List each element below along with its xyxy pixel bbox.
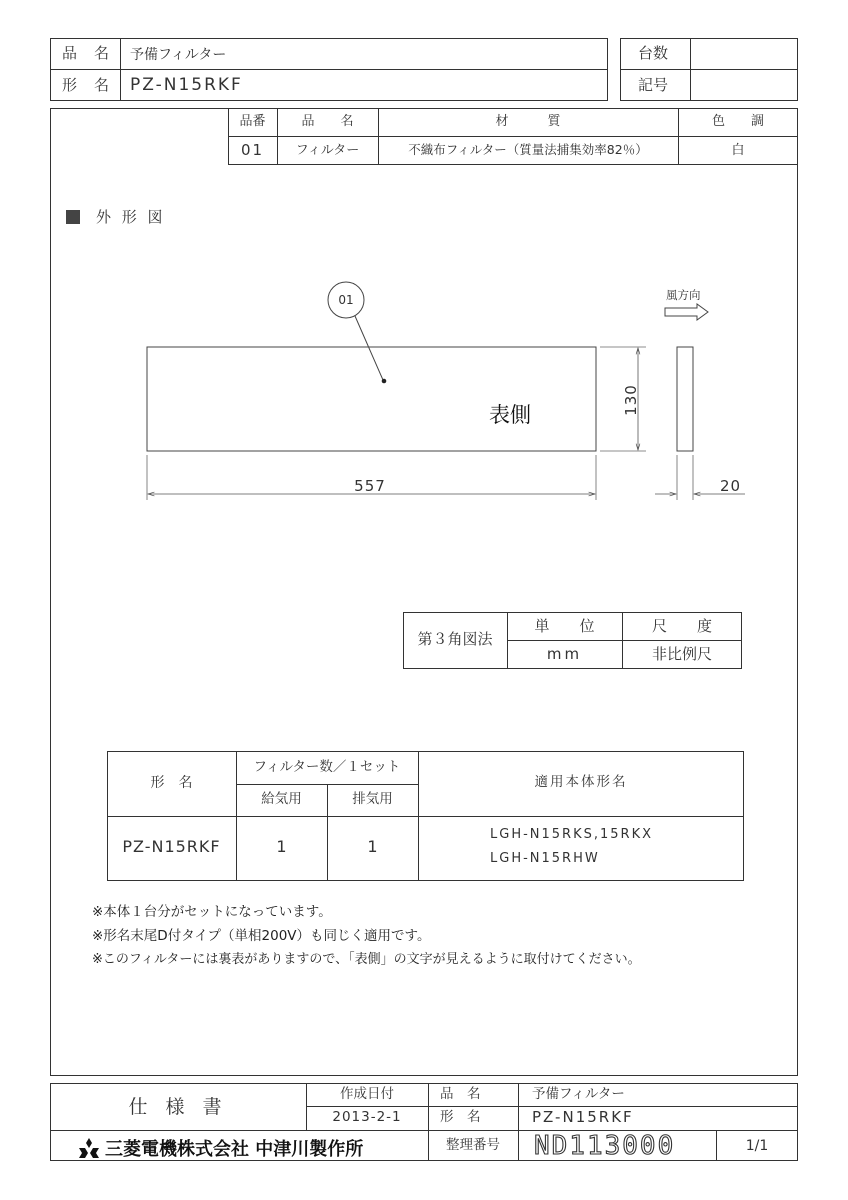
company-name: 三菱電機株式会社 中津川製作所 (105, 1139, 364, 1160)
tb-product-name-label: 品 名 (440, 1086, 481, 1102)
unit-value: mm (546, 645, 583, 663)
model-row-supply: 1 (276, 837, 287, 856)
parts-header-no: 品番 (239, 114, 266, 129)
scale-value: 非比例尺 (651, 645, 712, 663)
parts-row-color: 白 (731, 143, 745, 158)
note-3: ※このフィルターには裏表がありますので、「表側」の文字が見えるように取付けてください。 (92, 952, 641, 967)
note-2: ※形名末尾D付タイプ（単相200V）も同じく適用です。 (92, 928, 431, 944)
model-value: PZ-N15RKF (130, 75, 243, 95)
section-title: 外 形 図 (96, 208, 166, 226)
tb-model-value: PZ-N15RKF (532, 1108, 634, 1126)
dim-width-label: 557 (354, 477, 386, 495)
doc-no-value: ND113000 (534, 1131, 676, 1161)
model-row-applicable-1: LGH-N15RKS,15RKX (490, 827, 653, 842)
part-callout-label: 01 (338, 293, 354, 307)
doc-type: 仕 様 書 (128, 1096, 228, 1118)
callout-point (382, 379, 387, 384)
doc-no-label: 整理番号 (446, 1137, 500, 1153)
date-label: 作成日付 (340, 1086, 394, 1102)
parts-row-material: 不織布フィルター（質量法捕集効率82％） (408, 142, 648, 157)
model-row-exhaust: 1 (367, 837, 378, 856)
applicable-col-header: 適用本体形名 (534, 774, 628, 790)
tb-model-label: 形 名 (440, 1109, 481, 1125)
projection-method: 第３角図法 (417, 630, 493, 648)
filter-front-view (147, 347, 596, 451)
supply-col-header: 給気用 (261, 791, 302, 807)
dim-depth-label: 20 (720, 477, 742, 495)
parts-row-no: 01 (240, 141, 265, 159)
airflow-arrow-icon (665, 304, 708, 320)
quantity-label: 台数 (638, 44, 669, 62)
model-label: 形 名 (62, 76, 111, 94)
parts-header-color: 色 調 (711, 114, 764, 129)
date-value: 2013-2-1 (332, 1109, 402, 1125)
filter-side-view (677, 347, 693, 451)
model-row-model: PZ-N15RKF (122, 837, 221, 856)
product-name-value: 予備フィルター (130, 47, 227, 63)
parts-header-material: 材 質 (495, 114, 561, 129)
exhaust-col-header: 排気用 (352, 791, 393, 807)
mark-label: 記号 (638, 76, 669, 94)
model-col-header: 形 名 (150, 775, 193, 791)
tb-product-name-value: 予備フィルター (532, 1086, 625, 1102)
note-1: ※本体１台分がセットになっています。 (92, 904, 332, 920)
mitsubishi-logo-icon (78, 1138, 100, 1158)
product-name-label: 品 名 (62, 44, 111, 62)
unit-label: 単 位 (534, 617, 595, 635)
airflow-label: 風方向 (666, 288, 701, 302)
scale-label: 尺 度 (651, 617, 712, 635)
page-number: 1/1 (745, 1138, 769, 1154)
dim-height-label: 130 (622, 384, 641, 416)
model-row-applicable-2: LGH-N15RHW (490, 851, 600, 866)
company-row (78, 1135, 363, 1161)
outline-drawing (0, 0, 848, 560)
filter-count-col-header: フィルター数／１セット (253, 759, 401, 775)
parts-row-name: フィルター (295, 143, 360, 158)
parts-header-name: 品 名 (301, 114, 354, 129)
front-side-label: 表側 (489, 403, 531, 427)
